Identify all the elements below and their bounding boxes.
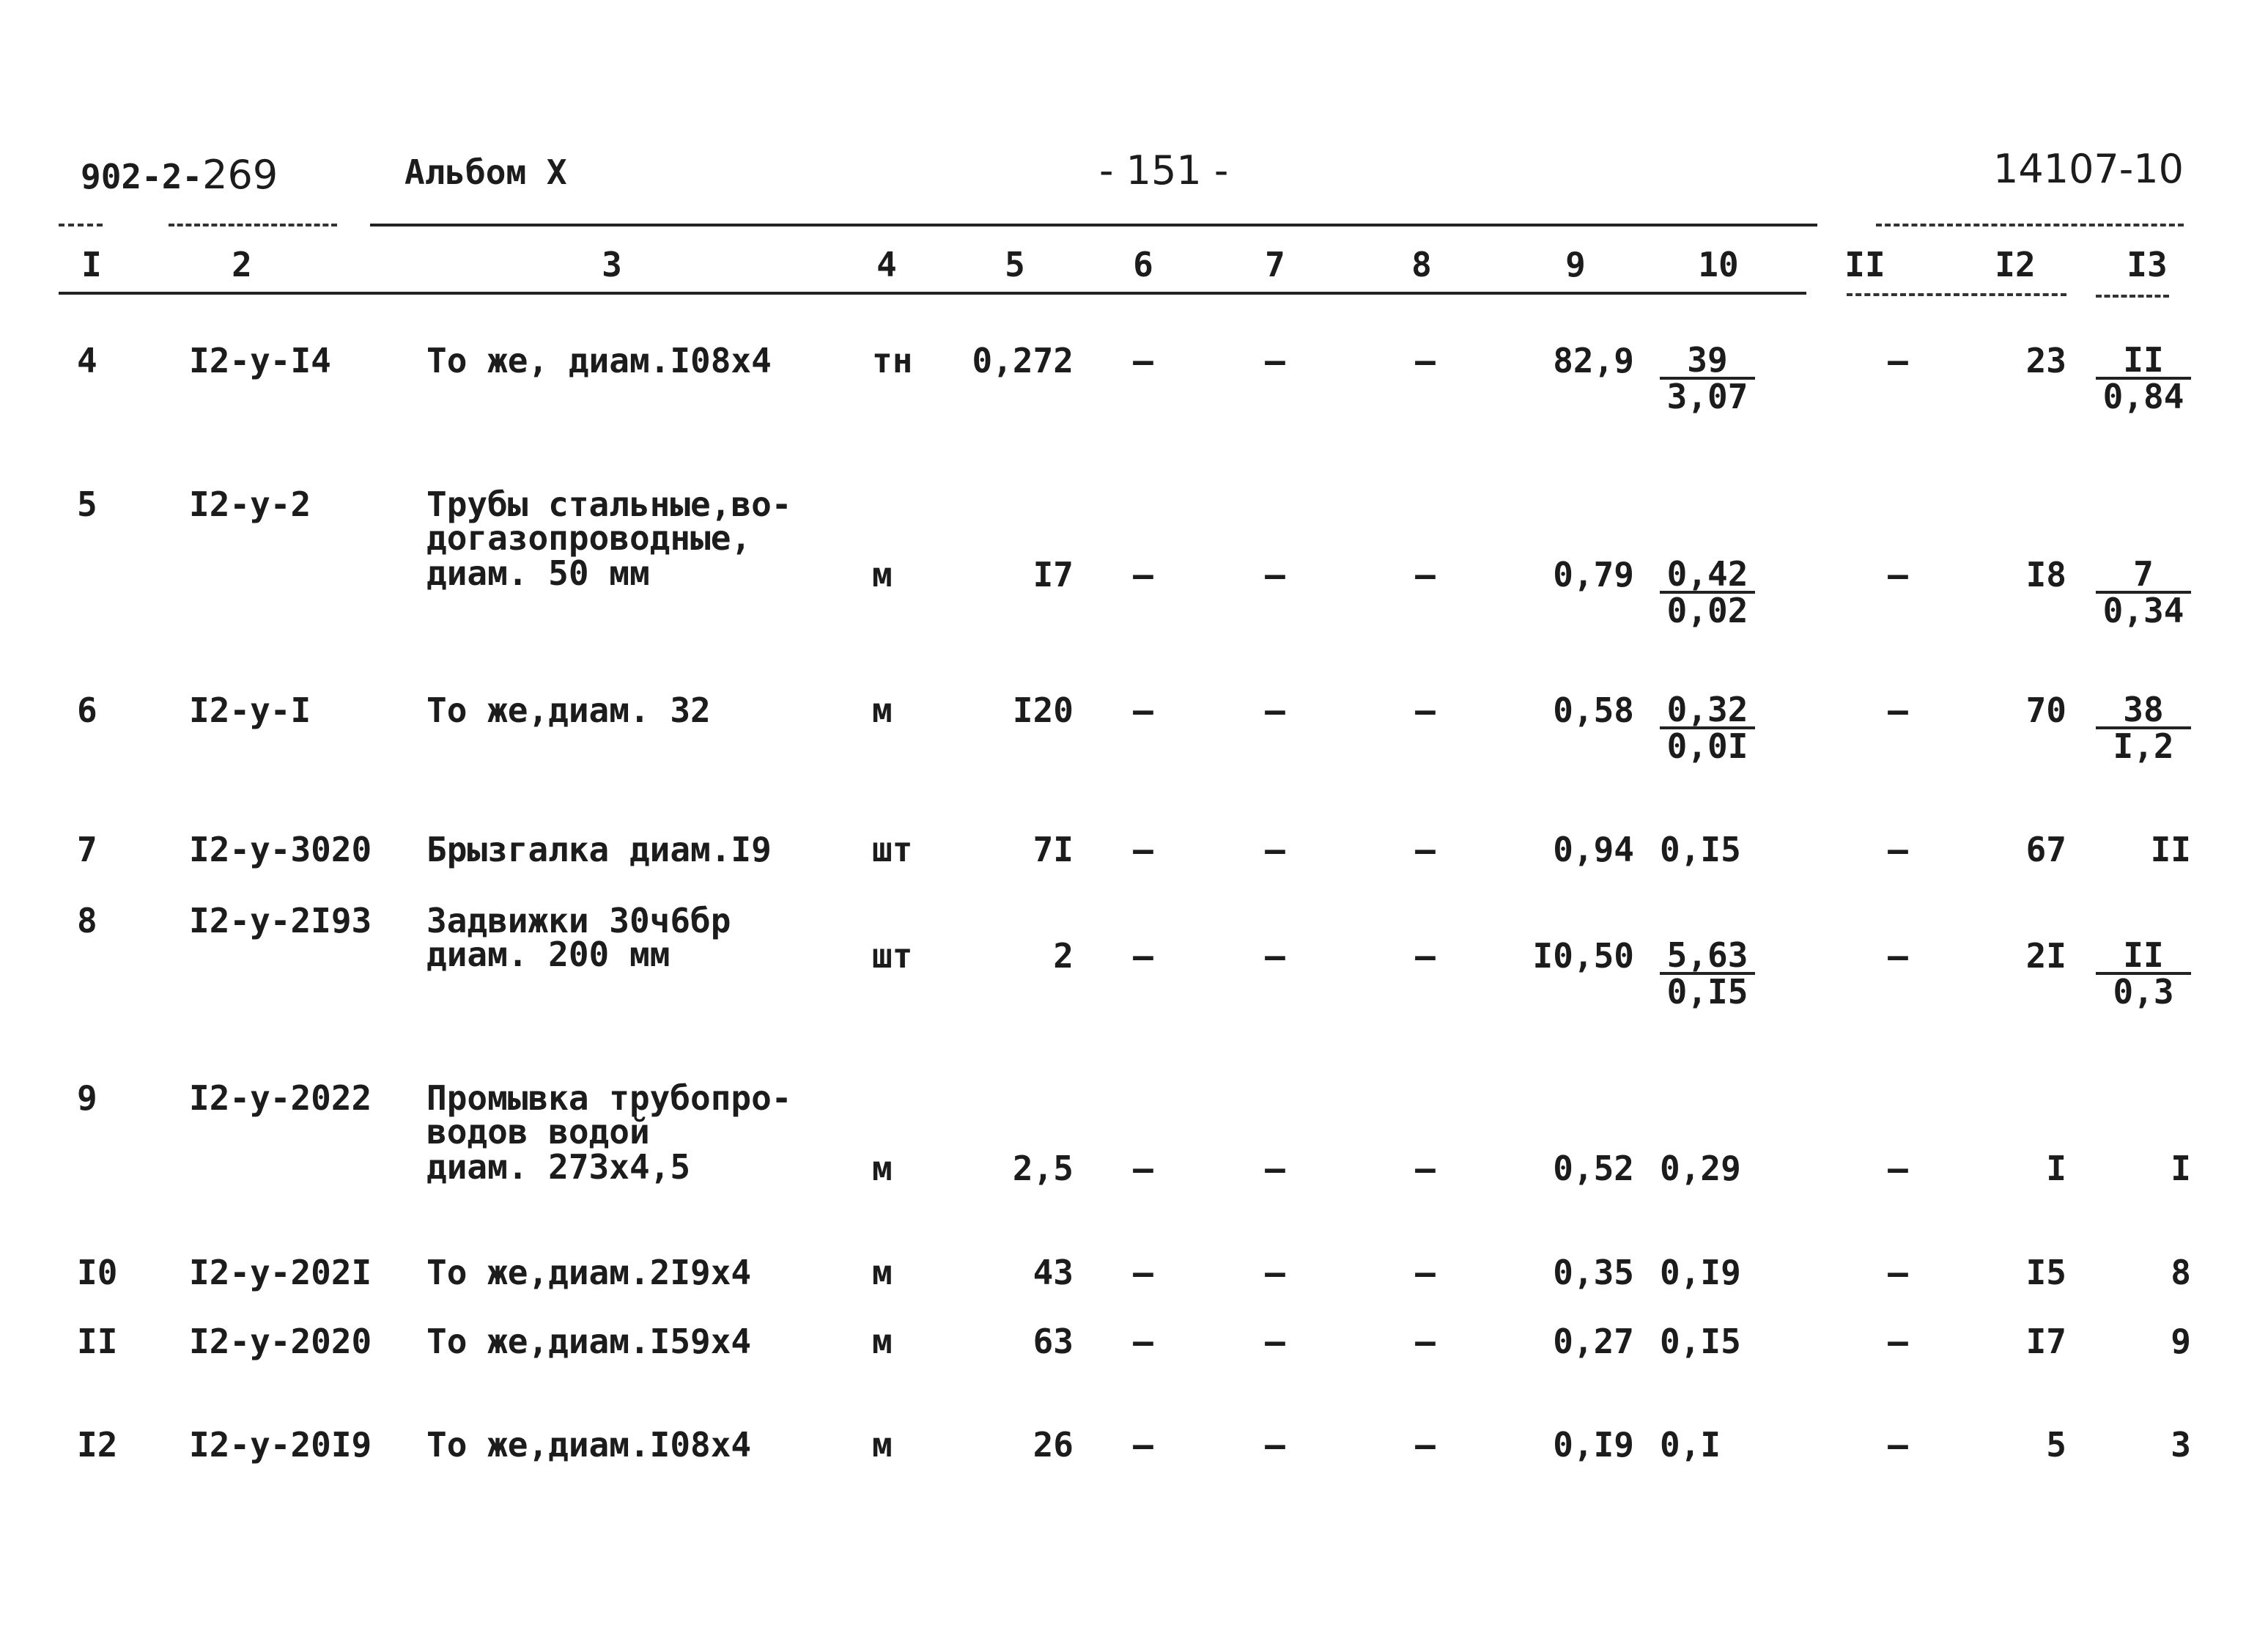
value-col-12: I	[2046, 1149, 2066, 1188]
fraction-col-10-numerator: 0,32	[1660, 693, 1755, 729]
col-header-13: I3	[2127, 245, 2168, 284]
document-code	[81, 152, 278, 198]
fraction-col-10-denominator: 0,02	[1666, 591, 1748, 630]
quantity: 7I	[1033, 830, 1074, 869]
row-number: II	[77, 1322, 118, 1361]
rate-code: I2-у-2022	[189, 1078, 372, 1118]
dash-c8: –	[1415, 1322, 1436, 1361]
unit: м	[872, 1322, 893, 1361]
dash-c6: –	[1133, 936, 1153, 976]
value-col-9: I0,50	[1532, 936, 1634, 976]
dash-c7: –	[1265, 1322, 1285, 1361]
value-col-9: 0,58	[1553, 690, 1634, 730]
document-code-prefix: 902-2-	[81, 157, 203, 196]
unit: м	[872, 1149, 893, 1188]
item-description-line: То же,диам. 32	[426, 690, 711, 730]
album-title: Альбом X	[405, 152, 567, 192]
dash-c7: –	[1265, 690, 1285, 730]
value-col-13: 8	[2171, 1253, 2191, 1292]
value-col-13: II	[2150, 830, 2191, 869]
quantity: 26	[1033, 1425, 1074, 1465]
value-col-13: I	[2171, 1149, 2191, 1188]
fraction-col-10-denominator: 0,0I	[1666, 726, 1748, 766]
quantity: I7	[1033, 555, 1074, 594]
col-header-2: 2	[232, 245, 252, 284]
fraction-col-13-denominator: 0,84	[2102, 377, 2184, 416]
fraction-col-13	[2096, 554, 2191, 630]
header-rule-main	[370, 224, 1817, 226]
col-header-6: 6	[1133, 245, 1153, 284]
item-description-line: водов водой	[426, 1112, 650, 1152]
dash-c8: –	[1415, 555, 1436, 594]
row-number: 4	[77, 341, 97, 380]
row-number: 9	[77, 1078, 97, 1118]
quantity: 43	[1033, 1253, 1074, 1292]
dash-c7: –	[1265, 830, 1285, 869]
fraction-col-10-denominator: 3,07	[1666, 377, 1748, 416]
value-col-12: I7	[2025, 1322, 2066, 1361]
item-description-line: догазопроводные,	[426, 518, 752, 558]
dash-c8: –	[1415, 830, 1436, 869]
dash-c11: –	[1888, 690, 1908, 730]
dash-c11: –	[1888, 830, 1908, 869]
col-header-5: 5	[1005, 245, 1025, 284]
fraction-col-13	[2096, 340, 2191, 416]
quantity: 2	[1053, 936, 1074, 976]
item-description-line: диам. 200 мм	[426, 935, 671, 974]
dash-c6: –	[1133, 690, 1153, 730]
dash-c8: –	[1415, 1149, 1436, 1188]
dash-c11: –	[1888, 1425, 1908, 1465]
dash-c8: –	[1415, 936, 1436, 976]
dash-c11: –	[1888, 341, 1908, 380]
dash-c8: –	[1415, 1253, 1436, 1292]
fraction-col-10	[1660, 554, 1755, 630]
header-rule-left	[59, 224, 103, 226]
value-col-10: 0,29	[1660, 1149, 1741, 1188]
rate-code: I2-у-2I93	[189, 901, 372, 940]
fraction-col-10-denominator: 0,I5	[1666, 972, 1748, 1012]
rate-code: I2-у-3020	[189, 830, 372, 869]
col-header-10: 10	[1698, 245, 1739, 284]
fraction-col-10-numerator: 0,42	[1660, 557, 1755, 594]
dash-c8: –	[1415, 690, 1436, 730]
header-rule-2	[169, 224, 337, 226]
unit: шт	[872, 830, 913, 869]
dash-c7: –	[1265, 1253, 1285, 1292]
item-description-line: То же,диам.2I9x4	[426, 1253, 752, 1292]
item-description-line: диам. 273x4,5	[426, 1147, 691, 1187]
value-col-12: 2I	[2025, 936, 2066, 976]
value-col-10: 0,I9	[1660, 1253, 1741, 1292]
quantity: I20	[1012, 690, 1074, 730]
row-number: 7	[77, 830, 97, 869]
row-number: I0	[77, 1253, 118, 1292]
fraction-col-10-numerator: 5,63	[1660, 938, 1755, 975]
value-col-10: 0,I5	[1660, 1322, 1741, 1361]
value-col-12: 5	[2046, 1425, 2066, 1465]
fraction-col-13-numerator: II	[2096, 938, 2191, 975]
rate-code: I2-у-2	[189, 485, 311, 524]
rate-code: I2-у-202I	[189, 1253, 372, 1292]
col-header-1: I	[81, 245, 102, 284]
dash-c6: –	[1133, 555, 1153, 594]
value-col-9: 0,94	[1553, 830, 1634, 869]
dash-c11: –	[1888, 1253, 1908, 1292]
fraction-col-10	[1660, 690, 1755, 766]
row-number: I2	[77, 1425, 118, 1465]
row-number: 8	[77, 901, 97, 940]
fraction-col-13-denominator: I,2	[2113, 726, 2174, 766]
col-header-12: I2	[1995, 245, 2036, 284]
value-col-10: 0,I	[1660, 1425, 1721, 1465]
dash-c8: –	[1415, 1425, 1436, 1465]
item-description-line: То же, диам.I08x4	[426, 341, 772, 380]
item-description-line: Задвижки 30ч6бр	[426, 901, 731, 940]
dash-c7: –	[1265, 1149, 1285, 1188]
unit: шт	[872, 936, 913, 976]
column-header-underline-right	[1847, 293, 2066, 296]
col-header-9: 9	[1565, 245, 1586, 284]
unit: м	[872, 1253, 893, 1292]
unit: м	[872, 1425, 893, 1465]
quantity: 63	[1033, 1322, 1074, 1361]
dash-c7: –	[1265, 1425, 1285, 1465]
item-description-line: То же,диам.I08x4	[426, 1425, 752, 1465]
fraction-col-13-numerator: 38	[2096, 693, 2191, 729]
dash-c11: –	[1888, 936, 1908, 976]
value-col-9: 0,27	[1553, 1322, 1634, 1361]
rate-code: I2-у-2020	[189, 1322, 372, 1361]
dash-c6: –	[1133, 1322, 1153, 1361]
col-header-7: 7	[1265, 245, 1285, 284]
rate-code: I2-у-20I9	[189, 1425, 372, 1465]
fraction-col-13-denominator: 0,3	[2113, 972, 2174, 1012]
value-col-13: 3	[2171, 1425, 2191, 1465]
value-col-12: 67	[2025, 830, 2066, 869]
fraction-col-13-numerator: 7	[2096, 557, 2191, 594]
col-header-4: 4	[876, 245, 897, 284]
value-col-12: 23	[2025, 341, 2066, 380]
dash-c6: –	[1133, 830, 1153, 869]
rate-code: I2-у-I	[189, 690, 311, 730]
header-rule-right	[1876, 224, 2184, 226]
value-col-9: 82,9	[1553, 341, 1634, 380]
value-col-9: 0,I9	[1553, 1425, 1634, 1465]
dash-c11: –	[1888, 1322, 1908, 1361]
quantity: 2,5	[1012, 1149, 1074, 1188]
dash-c7: –	[1265, 341, 1285, 380]
value-col-10: 0,I5	[1660, 830, 1741, 869]
fraction-col-13-denominator: 0,34	[2102, 591, 2184, 630]
fraction-col-10	[1660, 340, 1755, 416]
row-number: 5	[77, 485, 97, 524]
fraction-col-13-numerator: II	[2096, 343, 2191, 380]
unit: тн	[872, 341, 913, 380]
sheet-code: 14107-10	[1993, 146, 2184, 192]
col-header-8: 8	[1411, 245, 1432, 284]
dash-c6: –	[1133, 1149, 1153, 1188]
row-number: 6	[77, 690, 97, 730]
dash-c6: –	[1133, 341, 1153, 380]
col-header-11: II	[1844, 245, 1885, 284]
dash-c7: –	[1265, 555, 1285, 594]
fraction-col-10	[1660, 935, 1755, 1012]
dash-c7: –	[1265, 936, 1285, 976]
value-col-13: 9	[2171, 1322, 2191, 1361]
fraction-col-13	[2096, 935, 2191, 1012]
dash-c8: –	[1415, 341, 1436, 380]
unit: м	[872, 690, 893, 730]
value-col-12: I8	[2025, 555, 2066, 594]
item-description-line: Промывка трубопро-	[426, 1078, 792, 1118]
fraction-col-13	[2096, 690, 2191, 766]
dash-c11: –	[1888, 555, 1908, 594]
page-number: - 151 -	[1099, 147, 1229, 194]
column-header-underline-last	[2096, 295, 2169, 298]
document-code-handwritten: 269	[202, 152, 278, 198]
value-col-12: 70	[2025, 690, 2066, 730]
unit: м	[872, 555, 893, 594]
dash-c11: –	[1888, 1149, 1908, 1188]
item-description-line: Брызгалка диам.I9	[426, 830, 772, 869]
dash-c6: –	[1133, 1253, 1153, 1292]
column-header-underline	[59, 292, 1806, 295]
col-header-3: 3	[602, 245, 622, 284]
quantity: 0,272	[972, 341, 1074, 380]
value-col-9: 0,52	[1553, 1149, 1634, 1188]
dash-c6: –	[1133, 1425, 1153, 1465]
fraction-col-10-numerator: 39	[1660, 343, 1755, 380]
item-description-line: Трубы стальные,во-	[426, 485, 792, 524]
value-col-9: 0,79	[1553, 555, 1634, 594]
rate-code: I2-у-I4	[189, 341, 331, 380]
item-description-line: То же,диам.I59x4	[426, 1322, 752, 1361]
item-description-line: диам. 50 мм	[426, 553, 650, 593]
value-col-12: I5	[2025, 1253, 2066, 1292]
value-col-9: 0,35	[1553, 1253, 1634, 1292]
